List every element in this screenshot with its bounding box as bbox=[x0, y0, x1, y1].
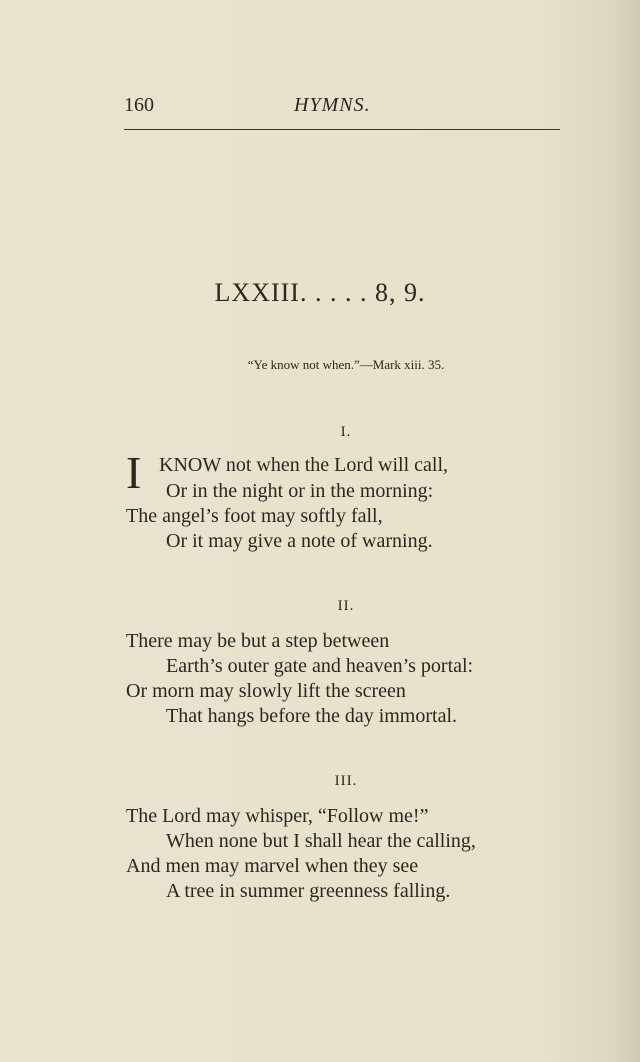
verse-line: Or morn may slowly lift the screen bbox=[126, 680, 406, 702]
verse-line: When none but I shall hear the calling, bbox=[166, 830, 476, 852]
verse-line: A tree in summer greenness falling. bbox=[166, 880, 451, 902]
verse-line: There may be but a step between bbox=[126, 630, 390, 652]
epigraph: “Ye know not when.”—Mark xiii. 35. bbox=[247, 357, 445, 372]
verse-line: Or in the night or in the morning: bbox=[166, 480, 434, 502]
running-head bbox=[124, 94, 560, 118]
verse-line: And men may marvel when they see bbox=[126, 855, 419, 877]
drop-cap: I bbox=[126, 447, 142, 498]
stanza-number: I. bbox=[340, 424, 352, 440]
hymn-title: LXXIII. . . . . 8, 9. bbox=[214, 278, 426, 307]
verse-line: Or it may give a note of warning. bbox=[166, 530, 433, 552]
verse-line: Earth’s outer gate and heaven’s portal: bbox=[166, 655, 474, 677]
verse-line: The Lord may whisper, “Follow me!” bbox=[126, 805, 429, 827]
verse-line: KNOW not when the Lord will call, bbox=[159, 454, 449, 476]
verse-line: The angel’s foot may softly fall, bbox=[126, 505, 383, 527]
stanza-number: II. bbox=[337, 598, 355, 614]
running-title: HYMNS. bbox=[294, 94, 371, 116]
page-number: 160 bbox=[124, 94, 154, 116]
stanza-number: III. bbox=[334, 773, 358, 789]
header-rule bbox=[124, 129, 560, 130]
verse-line: That hangs before the day immortal. bbox=[166, 705, 458, 727]
